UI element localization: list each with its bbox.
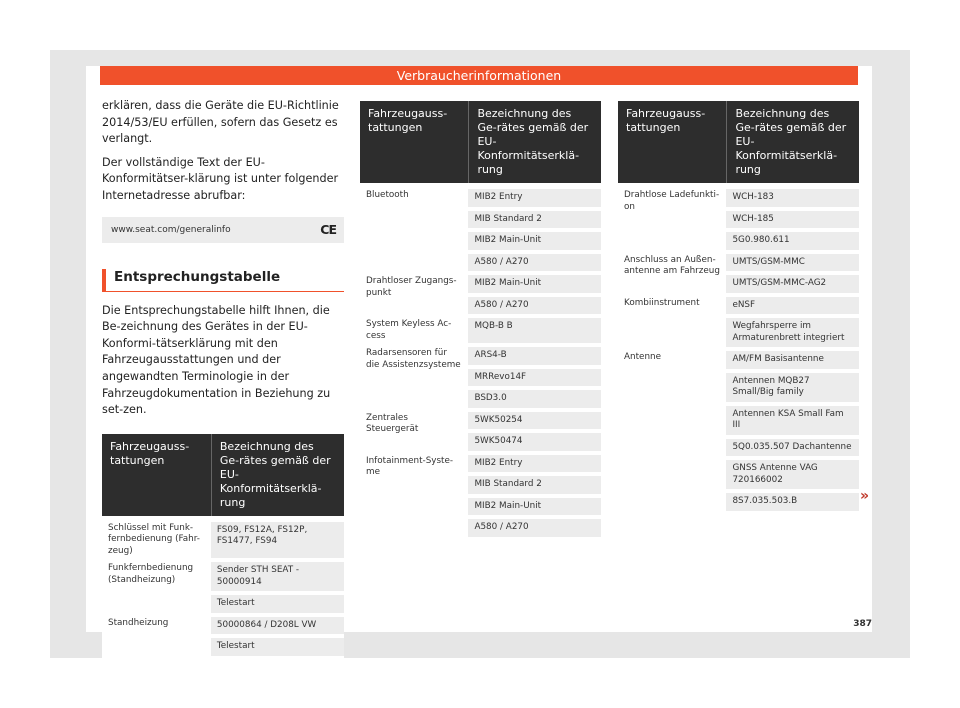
url-box bbox=[102, 217, 344, 243]
correspondence-table-3 bbox=[618, 101, 859, 513]
designation-value: Telestart bbox=[211, 636, 344, 658]
header-designation: Bezeichnung des Ge-rätes gemäß der EU-Konformitätserklä-rung bbox=[726, 101, 859, 183]
equipment-label: Drahtloser Zugangs-punkt bbox=[360, 273, 468, 316]
designation-value: MQB-B B bbox=[468, 316, 601, 345]
intro-paragraph-2: Der vollständige Text der EU-Konformitätser-klärung ist unter folgender Internetadresse abrufbar: bbox=[102, 155, 339, 202]
table-row bbox=[360, 410, 601, 432]
designation-value: 50000864 / D208L VW bbox=[211, 615, 344, 637]
equipment-label: Antenne bbox=[618, 349, 726, 513]
equipment-label: Schlüssel mit Funk-fernbedienung (Fahr-zeug) bbox=[102, 520, 211, 561]
equipment-label: Zentrales Steuergerät bbox=[360, 410, 468, 453]
table-row bbox=[360, 453, 601, 475]
table-row bbox=[102, 520, 344, 561]
designation-value: MIB2 Main-Unit bbox=[468, 230, 601, 252]
left-column bbox=[102, 98, 344, 658]
equipment-label: Standheizung bbox=[102, 615, 211, 658]
designation-value: A580 / A270 bbox=[468, 295, 601, 317]
ce-mark-icon: CE bbox=[320, 221, 336, 237]
header-designation: Bezeichnung des Ge-rätes gemäß der EU-Konformitätserklä-rung bbox=[211, 434, 344, 516]
designation-value: WCH-183 bbox=[726, 187, 859, 209]
page-number: 387 bbox=[853, 619, 872, 629]
designation-value: ARS4-B bbox=[468, 345, 601, 367]
designation-value: MIB2 Entry bbox=[468, 453, 601, 475]
equipment-label: Drahtlose Ladefunkti-on bbox=[618, 187, 726, 252]
designation-value: MIB Standard 2 bbox=[468, 474, 601, 496]
designation-value: 8S7.035.503.B bbox=[726, 491, 859, 513]
table-row bbox=[102, 615, 344, 637]
designation-value: AM/FM Basisantenne bbox=[726, 349, 859, 371]
continue-icon: » bbox=[860, 488, 870, 504]
designation-value: 5Q0.035.507 Dachantenne bbox=[726, 437, 859, 459]
designation-value: UMTS/GSM-MMC-AG2 bbox=[726, 273, 859, 295]
correspondence-table-1 bbox=[102, 434, 344, 658]
equipment-label: Infotainment-Syste-me bbox=[360, 453, 468, 539]
designation-value: MIB2 Main-Unit bbox=[468, 273, 601, 295]
table-row bbox=[360, 345, 601, 367]
designation-value: A580 / A270 bbox=[468, 517, 601, 539]
header-equipment: Fahrzeugauss-tattungen bbox=[618, 101, 726, 183]
designation-value: 5WK50254 bbox=[468, 410, 601, 432]
url-text[interactable]: www.seat.com/generalinfo bbox=[111, 224, 231, 235]
designation-value: MIB2 Entry bbox=[468, 187, 601, 209]
right-column bbox=[618, 101, 859, 513]
table-row bbox=[618, 295, 859, 317]
table-header-row bbox=[360, 101, 601, 183]
equipment-label: System Keyless Ac-cess bbox=[360, 316, 468, 345]
equipment-label: Radarsensoren für die Assistenzsysteme bbox=[360, 345, 468, 410]
table-row bbox=[618, 252, 859, 274]
designation-value: 5G0.980.611 bbox=[726, 230, 859, 252]
header-equipment: Fahrzeugauss-tattungen bbox=[102, 434, 211, 516]
section-paragraph: Die Entsprechungstabelle hilft Ihnen, die Be-zeichnung des Gerätes in der EU-Konformi-tätserklärung mit den Fahrzeugausstattungen und der angewandten Terminologie in der Fahrzeugdokumentation in Beziehung zu set-zen. bbox=[102, 303, 331, 417]
table-row bbox=[360, 187, 601, 209]
designation-value: MIB Standard 2 bbox=[468, 209, 601, 231]
correspondence-table-2 bbox=[360, 101, 601, 539]
designation-value: UMTS/GSM-MMC bbox=[726, 252, 859, 274]
designation-value: Telestart bbox=[211, 593, 344, 615]
table-row bbox=[618, 349, 859, 371]
designation-value: MRRevo14F bbox=[468, 367, 601, 389]
equipment-label: Anschluss an Außen-antenne am Fahrzeug bbox=[618, 252, 726, 295]
designation-value: A580 / A270 bbox=[468, 252, 601, 274]
equipment-label: Bluetooth bbox=[360, 187, 468, 273]
designation-value: Sender STH SEAT - 50000914 bbox=[211, 560, 344, 593]
designation-value: Wegfahrsperre im Armaturenbrett integriert bbox=[726, 316, 859, 349]
section-title: Entsprechungstabelle bbox=[102, 269, 344, 292]
table-row bbox=[102, 560, 344, 593]
designation-value: eNSF bbox=[726, 295, 859, 317]
designation-value: MIB2 Main-Unit bbox=[468, 496, 601, 518]
designation-value: Antennen KSA Small Fam III bbox=[726, 404, 859, 437]
designation-value: WCH-185 bbox=[726, 209, 859, 231]
table-row bbox=[360, 316, 601, 345]
designation-value: FS09, FS12A, FS12P, FS1477, FS94 bbox=[211, 520, 344, 561]
designation-value: 5WK50474 bbox=[468, 431, 601, 453]
section-header: Verbraucherinformationen bbox=[100, 66, 858, 85]
designation-value: Antennen MQB27 Small/Big family bbox=[726, 371, 859, 404]
designation-value: GNSS Antenne VAG 720166002 bbox=[726, 458, 859, 491]
header-equipment: Fahrzeugauss-tattungen bbox=[360, 101, 468, 183]
designation-value: BSD3.0 bbox=[468, 388, 601, 410]
equipment-label: Funkfernbedienung (Standheizung) bbox=[102, 560, 211, 615]
table-row bbox=[618, 187, 859, 209]
table-row bbox=[360, 273, 601, 295]
table-header-row bbox=[618, 101, 859, 183]
intro-paragraph-1: erklären, dass die Geräte die EU-Richtlinie 2014/53/EU erfüllen, sofern das Gesetz es verlangt. bbox=[102, 99, 339, 146]
table-header-row bbox=[102, 434, 344, 516]
middle-column bbox=[360, 101, 601, 539]
header-designation: Bezeichnung des Ge-rätes gemäß der EU-Konformitätserklä-rung bbox=[468, 101, 601, 183]
equipment-label: Kombiinstrument bbox=[618, 295, 726, 350]
